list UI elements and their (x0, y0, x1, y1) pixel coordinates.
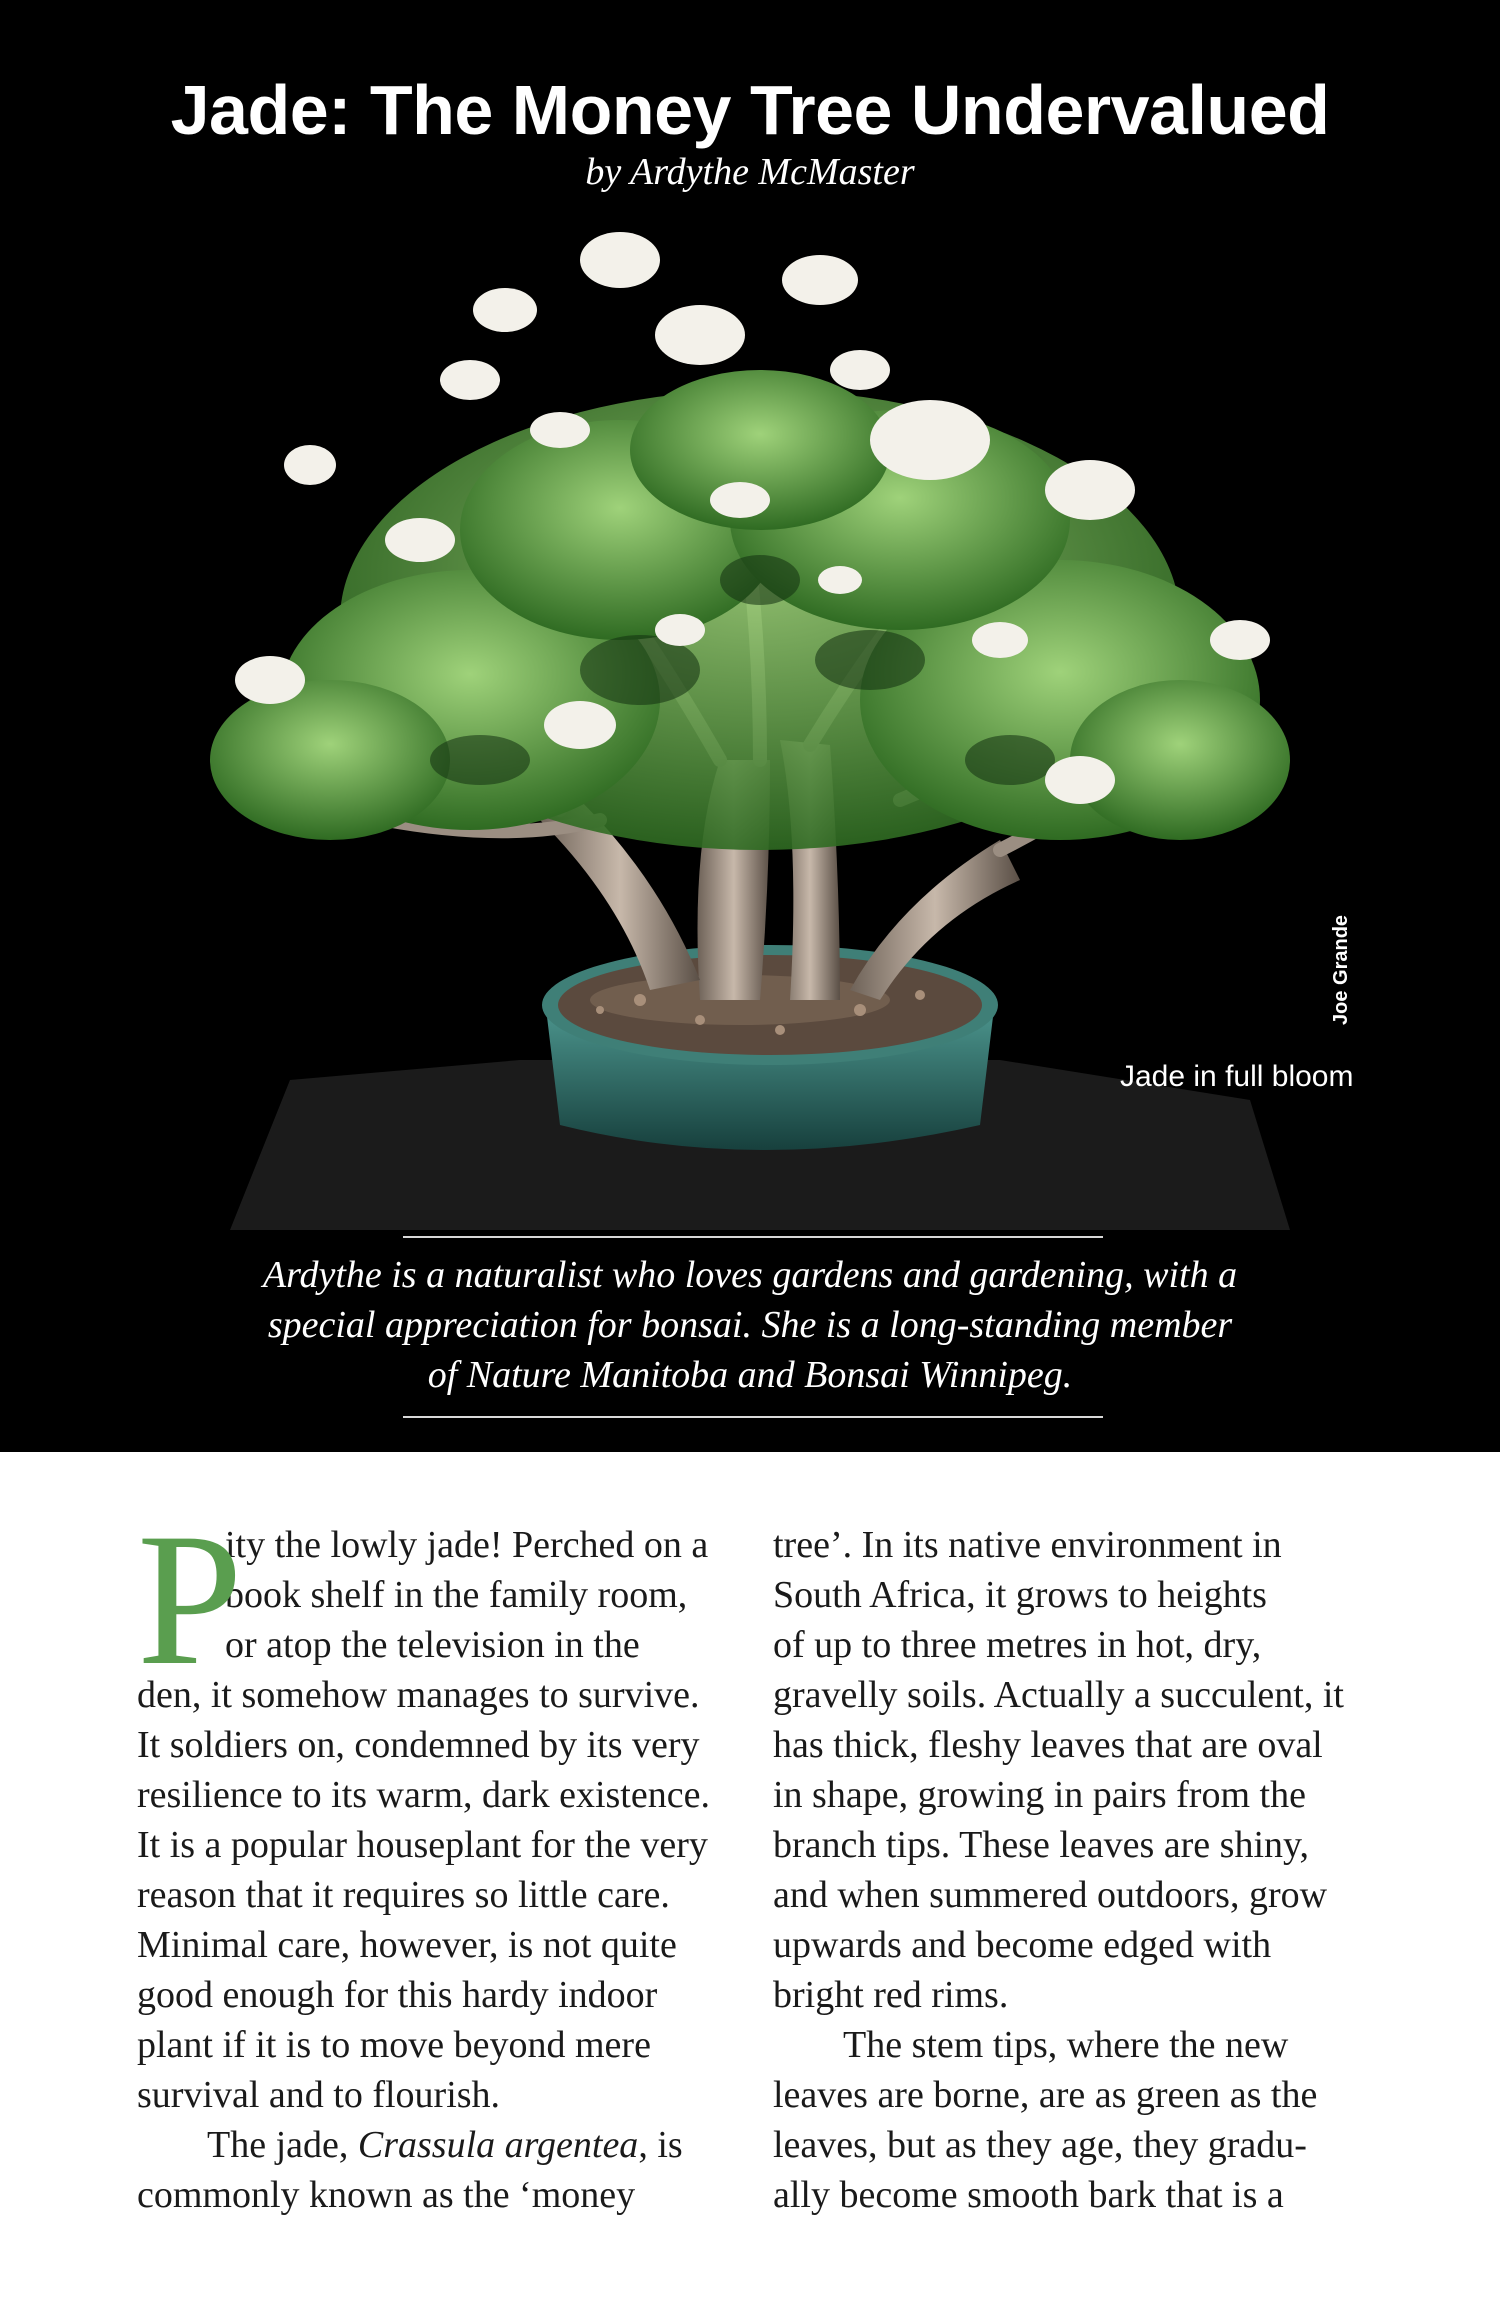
text-line: leaves are borne, are as green as the (773, 2074, 1318, 2116)
text-run: The jade, (207, 2124, 358, 2166)
bio-line: of Nature Manitoba and Bonsai Winnipeg. (427, 1354, 1073, 1396)
text-line: tree’. In its native environment in (773, 1524, 1282, 1566)
text-line: good enough for this hardy indoor (137, 1974, 658, 2016)
text-line: It soldiers on, condemned by its very (137, 1724, 700, 1766)
article-column-left (137, 1495, 737, 2220)
text-line: leaves, but as they age, they gradu- (773, 2124, 1307, 2166)
text-line: and when summered outdoors, grow (773, 1874, 1328, 1916)
text-line (137, 2120, 737, 2170)
article-column-right (773, 1520, 1373, 2220)
text-line: in shape, growing in pairs from the (773, 1774, 1306, 1816)
article-title: Jade: The Money Tree Undervalued (170, 71, 1330, 149)
text-line: branch tips. These leaves are shiny, (773, 1824, 1310, 1866)
text-line: bright red rims. (773, 1974, 1009, 2016)
text-line: The stem tips, where the new (843, 2024, 1289, 2066)
bio-top-rule (403, 1236, 1103, 1238)
text-line: Minimal care, however, is not quite (137, 1924, 677, 1966)
text-line: of up to three metres in hot, dry, (773, 1624, 1262, 1666)
author-bio (200, 1250, 1300, 1400)
bio-bottom-rule (403, 1416, 1103, 1418)
text-run: , is (638, 2124, 683, 2166)
text-line: gravelly soils. Actually a succulent, it (773, 1674, 1344, 1716)
article-byline: by Ardythe McMaster (585, 151, 915, 193)
text-line: commonly known as the ‘money (137, 2174, 636, 2216)
photo-caption: Jade in full bloom (1120, 1060, 1354, 1093)
text-line: resilience to its warm, dark existence. (137, 1774, 710, 1816)
text-line: den, it somehow manages to survive. (137, 1674, 700, 1716)
text-line: survival and to flourish. (137, 2074, 501, 2116)
text-line: ally become smooth bark that is a (773, 2174, 1284, 2216)
text-line: ity the lowly jade! Perched on a (225, 1524, 709, 1566)
drop-cap: P (137, 1495, 243, 1705)
text-line: plant if it is to move beyond mere (137, 2024, 651, 2066)
text-line: has thick, fleshy leaves that are oval (773, 1724, 1323, 1766)
bio-line: special appreciation for bonsai. She is a long-standing member (267, 1304, 1233, 1346)
species-name: Crassula argentea (357, 2124, 639, 2166)
text-line: upwards and become edged with (773, 1924, 1272, 1966)
bio-line: Ardythe is a naturalist who loves gardens and gardening, with a (262, 1254, 1238, 1296)
text-line: book shelf in the family room, (225, 1574, 688, 1616)
text-line: South Africa, it grows to heights (773, 1574, 1267, 1616)
photo-credit: Joe Grande (1330, 914, 1352, 1025)
text-line: It is a popular houseplant for the very (137, 1824, 708, 1866)
text-line: reason that it requires so little care. (137, 1874, 670, 1916)
text-line: or atop the television in the (225, 1624, 640, 1666)
